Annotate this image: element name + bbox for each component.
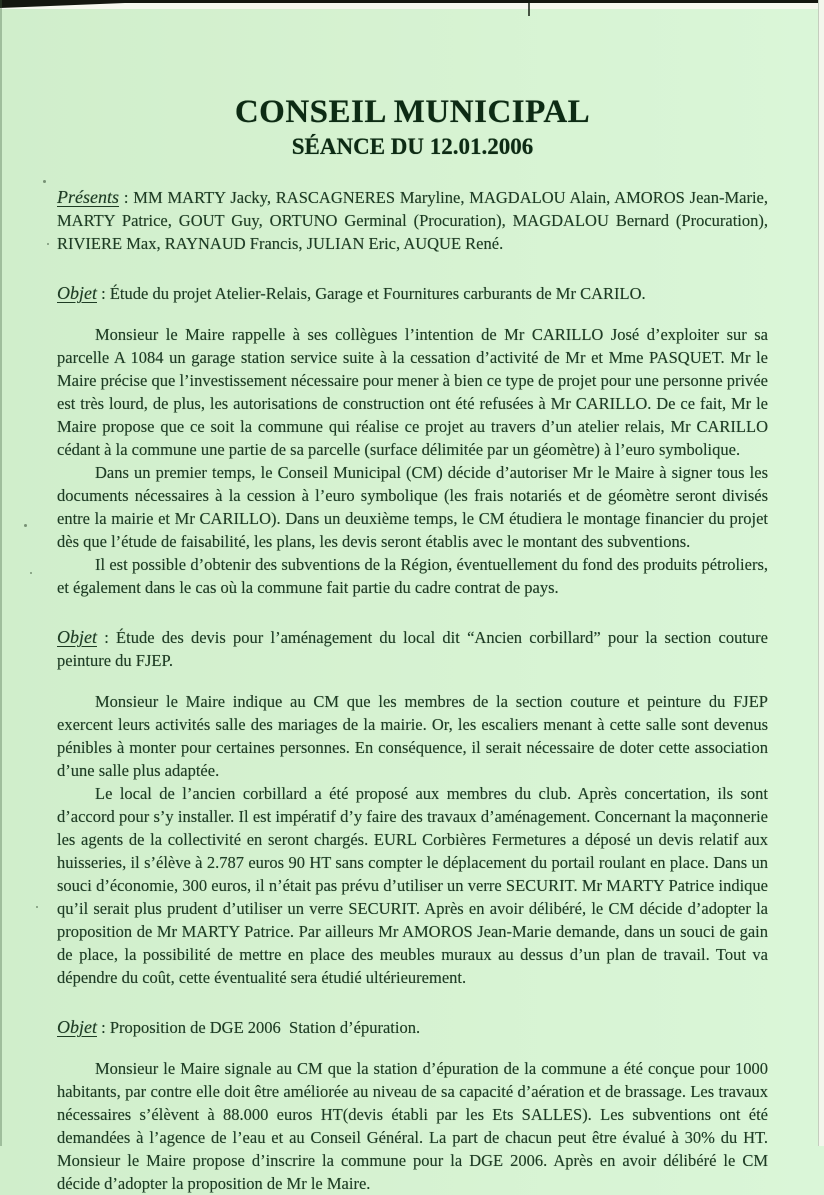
- section-heading-text: Étude des devis pour l’aménagement du local dit “Ancien corbillard” pour la section couture peinture du FJEP.: [57, 628, 768, 670]
- body-paragraph: Dans un premier temps, le Conseil Municipal (CM) décide d’autoriser Mr le Maire à signer tous les documents nécessaires à la cession à l’euro symbolique (les frais notariés et de géomètre seront divisés entre la mairie et Mr CARILLO). Dans un deuxième temps, le CM étudiera le montage financier du projet dès que l’étude de faisabilité, les plans, les devis seront établis avec le montant des subventions.: [57, 463, 768, 551]
- body-paragraph: Il est possible d’obtenir des subventions de la Région, éventuellement du fond des produits pétroliers, et également dans le cas où la commune fait partie du cadre contrat de pays.: [57, 555, 768, 597]
- objet-label: Objet: [57, 283, 97, 303]
- objet-separator: :: [97, 628, 117, 647]
- body-paragraph: Monsieur le Maire indique au CM que les membres de la section couture et peinture du FJEP exercent leurs activités salle des mariages de la mairie. Or, les escaliers menant à cette salle sont devenus pénibles à monter pour certaines personnes. En conséquence, il serait nécessaire de doter cette association d’une salle plus adaptée.: [57, 692, 768, 780]
- section-heading: [57, 282, 768, 305]
- objet-label: Objet: [57, 627, 97, 647]
- objet-separator: :: [97, 1018, 110, 1037]
- section-heading: [57, 626, 768, 672]
- section-heading: [57, 1016, 768, 1039]
- presents-paragraph: [57, 186, 768, 255]
- presents-label: Présents: [57, 187, 119, 207]
- section-heading-text: Étude du projet Atelier-Relais, Garage et Fournitures carburants de Mr CARILO.: [109, 284, 646, 303]
- objet-label: Objet: [57, 1017, 97, 1037]
- presents-names: MM MARTY Jacky, RASCAGNERES Maryline, MAGDALOU Alain, AMOROS Jean-Marie, MARTY Patrice, GOUT Guy, ORTUNO Germinal (Procuration), MAGDALOU Bernard (Procuration), RIVIERE Max, RAYNAUD Francis, JULIAN Eric, AUQUE René.: [57, 188, 768, 253]
- body-paragraph: Le local de l’ancien corbillard a été proposé aux membres du club. Après concertation, ils sont d’accord pour s’y installer. Il est impératif d’y faire des travaux d’aménagement. Concernant la maçonnerie les agents de la collectivité en seront chargés. EURL Corbières Fermetures a déposé un devis relatif aux huisseries, il s’élève à 2.787 euros 90 HT sans compter le déplacement du portail roulant en place. Dans un souci d’économie, 300 euros, il n’était pas prévu d’utiliser un verre SECURIT. Mr MARTY Patrice indique qu’il serait plus prudent d’utiliser un verre SECURIT. Après en avoir délibéré, le CM décide d’adopter la proposition de Mr MARTY Patrice. Par ailleurs Mr AMOROS Jean-Marie demande, dans un souci de gain de place, la possibilité de mettre en place des meubles muraux au dessus d’un plan de travail. Tout va dépendre du coût, cette éventualité sera étudié ultérieurement.: [57, 784, 768, 987]
- objet-separator: :: [97, 284, 110, 303]
- section-heading-text: Proposition de DGE 2006 Station d’épuration.: [109, 1018, 421, 1037]
- section-atelier-relais: [57, 282, 768, 599]
- seance-subtitle: SÉANCE DU 12.01.2006: [291, 134, 534, 159]
- presents-separator: :: [119, 188, 134, 207]
- section-dge-2006: [57, 1016, 768, 1195]
- body-paragraph: Monsieur le Maire signale au CM que la station d’épuration de la commune a été conçue pour 1000 habitants, par contre elle doit être améliorée au niveau de sa capacité d’aération et de brassage. Les travaux nécessaires s’élèvent à 88.000 euros HT(devis établi par les Ets SALLES). Les subventions ont été demandées à l’agence de l’eau et au Conseil Général. La part de chacun peut être évalué à 30% du HT. Monsieur le Maire propose d’inscrire la commune pour la DGE 2006. Après en avoir délibéré le CM décide d’adopter la proposition de Mr le Maire.: [57, 1059, 768, 1193]
- body-paragraph: Monsieur le Maire rappelle à ses collègues l’intention de Mr CARILLO José d’exploiter sur sa parcelle A 1084 un garage station service suite à la cessation d’activité de Mr et Mme PASQUET. Mr le Maire précise que l’investissement nécessaire pour mener à bien ce type de projet pour une personne privée est très lourd, de plus, les autorisations de construction ont été refusées à Mr CARILLO. De ce fait, Mr le Maire propose que ce soit la commune qui réalise ce projet au travers d’un atelier relais, Mr CARILLO cédant à la commune une partie de sa parcelle (surface délimitée par un géomètre) à l’euro symbolique.: [57, 325, 768, 459]
- section-ancien-corbillard: [57, 626, 768, 989]
- page-title: CONSEIL MUNICIPAL: [234, 94, 591, 130]
